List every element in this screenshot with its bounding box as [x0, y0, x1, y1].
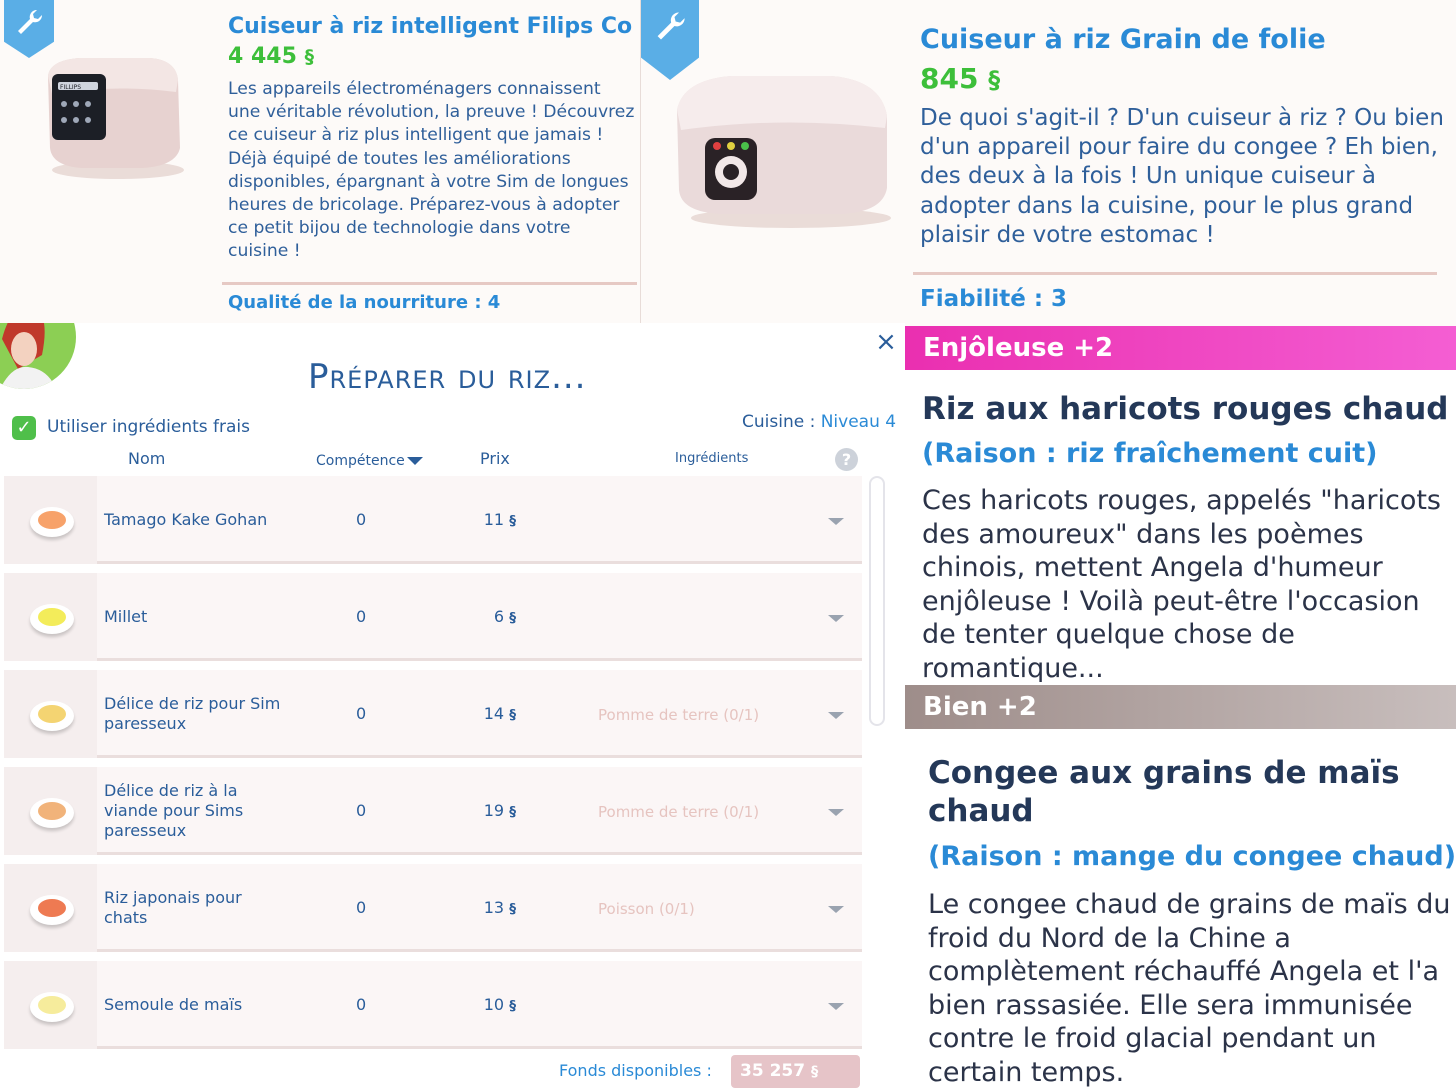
recipe-price: 6 §	[493, 607, 516, 626]
column-header-ingredients[interactable]: Ingrédients	[675, 451, 749, 466]
column-header-price[interactable]: Prix	[480, 449, 510, 468]
column-header-name[interactable]: Nom	[128, 449, 166, 468]
recipe-skill: 0	[356, 704, 367, 723]
chevron-down-icon[interactable]	[828, 518, 844, 525]
column-header-skill[interactable]: Compétence	[316, 453, 423, 469]
fresh-ingredients-label: Utiliser ingrédients frais	[47, 417, 250, 437]
rice-cooker-grain-de-folie-image	[661, 60, 901, 230]
product-price: 845 §	[920, 62, 1001, 95]
recipe-price: 13 §	[483, 898, 516, 917]
product-card-filips	[0, 0, 641, 323]
product-price: 4 445 §	[228, 44, 314, 69]
product-title: Cuiseur à riz Grain de folie	[920, 24, 1326, 55]
recipe-row[interactable]	[4, 961, 862, 1049]
available-funds-label: Fonds disponibles :	[559, 1061, 712, 1080]
simoleon-icon: §	[988, 66, 1001, 94]
filips-brand-label: FILLIPS	[60, 84, 82, 91]
dish-icon	[30, 701, 74, 731]
simoleon-icon: §	[509, 901, 516, 917]
fresh-ingredients-checkbox[interactable]: ✓	[12, 416, 36, 440]
cooking-skill-indicator: Cuisine : Niveau 4	[742, 412, 897, 432]
recipe-row[interactable]	[4, 767, 862, 855]
simoleon-icon: §	[304, 47, 314, 68]
recipe-thumbnail	[4, 670, 97, 758]
moodlet-panel	[905, 326, 1456, 1092]
recipe-row[interactable]	[4, 476, 862, 564]
fine-mood-band: Bien +2	[905, 685, 1456, 729]
product-description: Les appareils électroménagers connaissent une véritable révolution, la preuve ! Découvrez ce cuiseur à riz plus intelligent que jamais ! Déjà équipé de toutes les améliorations disponibles, épargnant à votre Sim de longues heures de bricolage. Préparez-vous à adopter ce petit bijou de technologie dans votre cuisine !	[228, 79, 635, 262]
sim-portrait-avatar[interactable]	[0, 323, 76, 389]
recipe-skill: 0	[356, 607, 367, 626]
rice-cooker-filips-image	[30, 40, 190, 180]
moodlet-description: Ces haricots rouges, appelés "haricots des amoureux" dans les poèmes chinois, mettent Angela d'humeur enjôleuse ! Voilà peut-être l'occasion de tenter quelque chose de romantique...	[922, 485, 1441, 682]
moodlet-title: Congee aux grains de maïs chaud	[928, 755, 1400, 829]
simoleon-icon: §	[509, 998, 516, 1014]
close-button[interactable]: ×	[875, 327, 897, 357]
dish-icon	[30, 507, 74, 537]
recipe-name: Riz japonais pour chats	[104, 888, 242, 927]
food-quality-stat: Qualité de la nourriture : 4	[228, 292, 501, 313]
product-description: De quoi s'agit-il ? D'un cuiseur à riz ? Ou bien d'un appareil pour faire du congee ? Eh bien, des deux à la fois ! Un unique cuiseur à adopter dans la cuisine, pour le plus grand plaisir de votre estomac !	[920, 105, 1444, 248]
prepare-rice-dialog	[0, 323, 905, 1092]
divider	[222, 282, 637, 285]
wrench-icon	[13, 6, 45, 38]
simoleon-icon: §	[509, 804, 516, 820]
recipe-price: 19 §	[483, 801, 516, 820]
available-funds-value: 35 257 §	[731, 1055, 860, 1088]
simoleon-icon: §	[509, 513, 516, 529]
simoleon-icon: §	[509, 707, 516, 723]
moodlet-reason: (Raison : riz fraîchement cuit)	[922, 438, 1378, 469]
simoleon-icon: §	[810, 1064, 819, 1080]
recipe-price: 14 §	[483, 704, 516, 723]
divider	[913, 272, 1437, 275]
recipe-name: Délice de riz à la viande pour Sims paresseux	[104, 781, 244, 840]
product-title: Cuiseur à riz intelligent Filips Co	[228, 14, 633, 39]
chevron-down-icon[interactable]	[828, 615, 844, 622]
chevron-down-icon[interactable]	[828, 906, 844, 913]
reliability-stat: Fiabilité : 3	[920, 286, 1068, 312]
recipe-skill: 0	[356, 510, 367, 529]
recipe-row[interactable]	[4, 573, 862, 661]
recipe-thumbnail	[4, 476, 97, 564]
help-icon[interactable]: ?	[835, 448, 858, 471]
recipe-list-scrollbar[interactable]	[869, 476, 885, 726]
recipe-name: Tamago Kake Gohan	[104, 510, 268, 529]
recipe-skill: 0	[356, 801, 367, 820]
moodlet-reason: (Raison : mange du congee chaud)	[928, 841, 1456, 872]
chevron-down-icon[interactable]	[828, 809, 844, 816]
cooking-skill-level: Niveau 4	[820, 412, 897, 432]
moodlet-title: Riz aux haricots rouges chaud	[922, 391, 1449, 427]
simoleon-icon: §	[509, 610, 516, 626]
recipe-ingredients: Pomme de terre (0/1)	[598, 706, 760, 724]
wrench-icon	[652, 8, 688, 44]
sim-head-icon	[0, 323, 76, 389]
dish-icon	[30, 798, 74, 828]
recipe-thumbnail	[4, 573, 97, 661]
dish-icon	[30, 992, 74, 1022]
recipe-thumbnail	[4, 864, 97, 952]
recipe-row[interactable]	[4, 670, 862, 758]
dish-icon	[30, 604, 74, 634]
recipe-price: 10 §	[483, 995, 516, 1014]
recipe-thumbnail	[4, 961, 97, 1049]
recipe-ingredients: Pomme de terre (0/1)	[598, 803, 760, 821]
flirty-mood-band: Enjôleuse +2	[905, 326, 1456, 370]
dialog-title: Préparer du riz...	[308, 357, 587, 397]
recipe-skill: 0	[356, 995, 367, 1014]
product-card-grain-de-folie	[641, 0, 1456, 326]
chevron-down-icon[interactable]	[828, 712, 844, 719]
recipe-thumbnail	[4, 767, 97, 855]
recipe-name: Semoule de maïs	[104, 995, 243, 1014]
moodlet-description: Le congee chaud de grains de maïs du froid du Nord de la Chine a complètement réchauffé Angela et l'a bien rassasiée. Elle sera immunisée contre le froid glacial pendant un certain temps.	[928, 889, 1451, 1088]
recipe-skill: 0	[356, 898, 367, 917]
recipe-name: Délice de riz pour Sim paresseux	[104, 694, 281, 733]
recipe-row[interactable]	[4, 864, 862, 952]
recipe-price: 11 §	[483, 510, 516, 529]
chevron-down-icon[interactable]	[828, 1003, 844, 1010]
dish-icon	[30, 895, 74, 925]
recipe-ingredients: Poisson (0/1)	[598, 900, 695, 918]
sort-descending-icon	[407, 457, 423, 465]
recipe-name: Millet	[104, 607, 148, 626]
